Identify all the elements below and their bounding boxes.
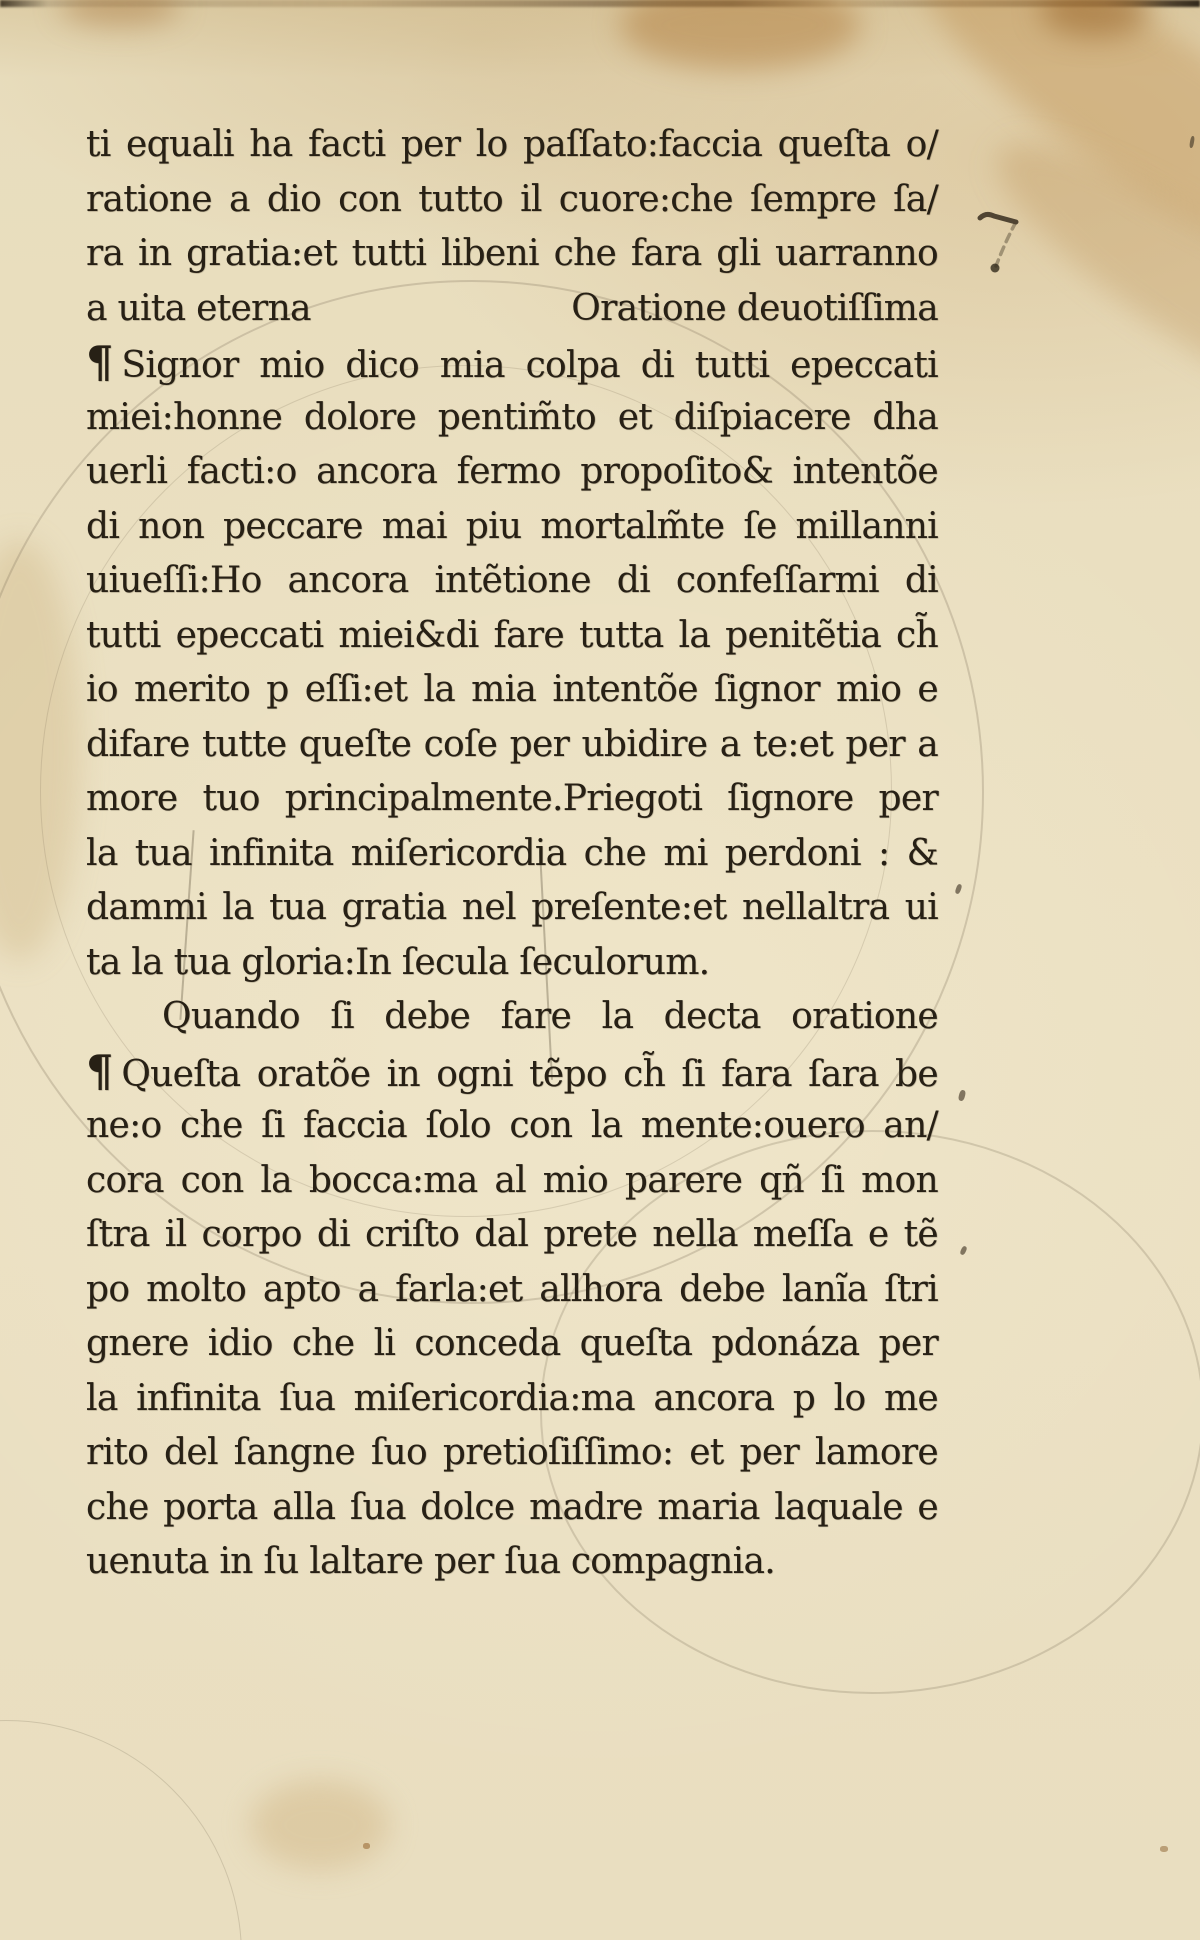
text-line: la infinita ſua miſericordia:ma ancora p lo me xyxy=(86,1377,938,1419)
text-line: miei:honne dolore pentim̃to et diſpiacere dha xyxy=(86,396,938,438)
text-line: ti equali ha facti per lo paſſato:faccia queſta o/ xyxy=(86,124,938,165)
text-line: tutti epeccati miei&di fare tutta la penitẽtia ch̃ xyxy=(86,614,938,656)
text-line: cora con la bocca:ma al mio parere qñ ſi mon xyxy=(86,1159,938,1201)
text-line: io merito p eſſi:et la mia intentõe ſignor mio e xyxy=(86,669,938,710)
stain-top-left xyxy=(60,0,180,26)
stain-top-right-2 xyxy=(968,104,1200,477)
text-line: difare tutte queſte coſe per ubidire a te:et per a xyxy=(86,723,938,765)
ink-speck xyxy=(954,883,962,894)
ink-speck xyxy=(1189,136,1195,149)
text-line: di non peccare mai piu mortalm̃te ſe millanni xyxy=(86,505,938,547)
text-line: ra in gratia:et tutti libeni che fara gli uarranno xyxy=(86,233,938,274)
text-line: uerli facti:o ancora fermo propoſito& intentõe xyxy=(86,451,938,492)
text-line: po molto apto a farla:et allhora debe lanĩa ſtri xyxy=(86,1268,938,1310)
text-line: ſtra il corpo di criſto dal prete nella meſſa e tẽ xyxy=(86,1214,938,1255)
text-line: Quando ſi debe fare la decta oratione xyxy=(162,996,938,1037)
stain-bottom-left xyxy=(250,1780,390,1870)
text-line: ne:o che ſi faccia ſolo con la mente:ouero an/ xyxy=(86,1105,938,1146)
text-line: dammi la tua gratia nel preſente:et nellaltra ui xyxy=(86,887,938,928)
text-line: ¶ Queſta oratõe in ogni tẽpo ch̃ ſi fara ſara be xyxy=(86,1046,938,1097)
blind-stamp-ring-corner xyxy=(0,1720,242,1940)
text-line: more tuo principalmente.Priegoti ſignore per xyxy=(86,778,938,819)
text-line xyxy=(86,282,938,337)
text-line: ratione a dio con tutto il cuore:che ſempre ſa/ xyxy=(86,178,938,220)
ink-speck xyxy=(959,1245,967,1255)
text-line: che porta alla ſua dolce madre maria laquale e xyxy=(86,1486,938,1528)
ink-speck xyxy=(363,1843,370,1849)
page-top-edge-shadow xyxy=(0,0,1200,7)
stain-top-center xyxy=(620,0,860,70)
ink-speck xyxy=(1160,1846,1168,1852)
heading-segment: Oratione deuotiſſima xyxy=(571,287,938,329)
text-block xyxy=(86,118,938,1590)
stain-top-far-right xyxy=(1040,0,1150,37)
text-line: la tua infinita miſericordia che mi perdoni : & xyxy=(86,832,938,874)
text-segment: a uita eterna xyxy=(86,287,311,329)
pilcrow-mark: ¶ xyxy=(86,1046,114,1097)
text-line: rito del ſangne ſuo pretioſiſſimo: et per lamore xyxy=(86,1432,938,1473)
ink-speck xyxy=(958,1089,967,1101)
text-line: uiueſſi:Ho ancora intẽtione di confeſſarmi di xyxy=(86,560,938,601)
marginalia-handwritten-mark xyxy=(972,200,1052,280)
stain-left-margin xyxy=(0,540,80,960)
text-line: uenuta in ſu laltare per ſua compagnia. xyxy=(86,1541,775,1582)
pilcrow-mark: ¶ xyxy=(86,338,114,388)
text-line: ta la tua gloria:In ſecula ſeculorum. xyxy=(86,941,710,983)
text-line: ¶ Signor mio dico mia colpa di tutti epeccati xyxy=(86,338,938,388)
text-line: gnere idio che li conceda queſta pdonáza per xyxy=(86,1323,938,1364)
